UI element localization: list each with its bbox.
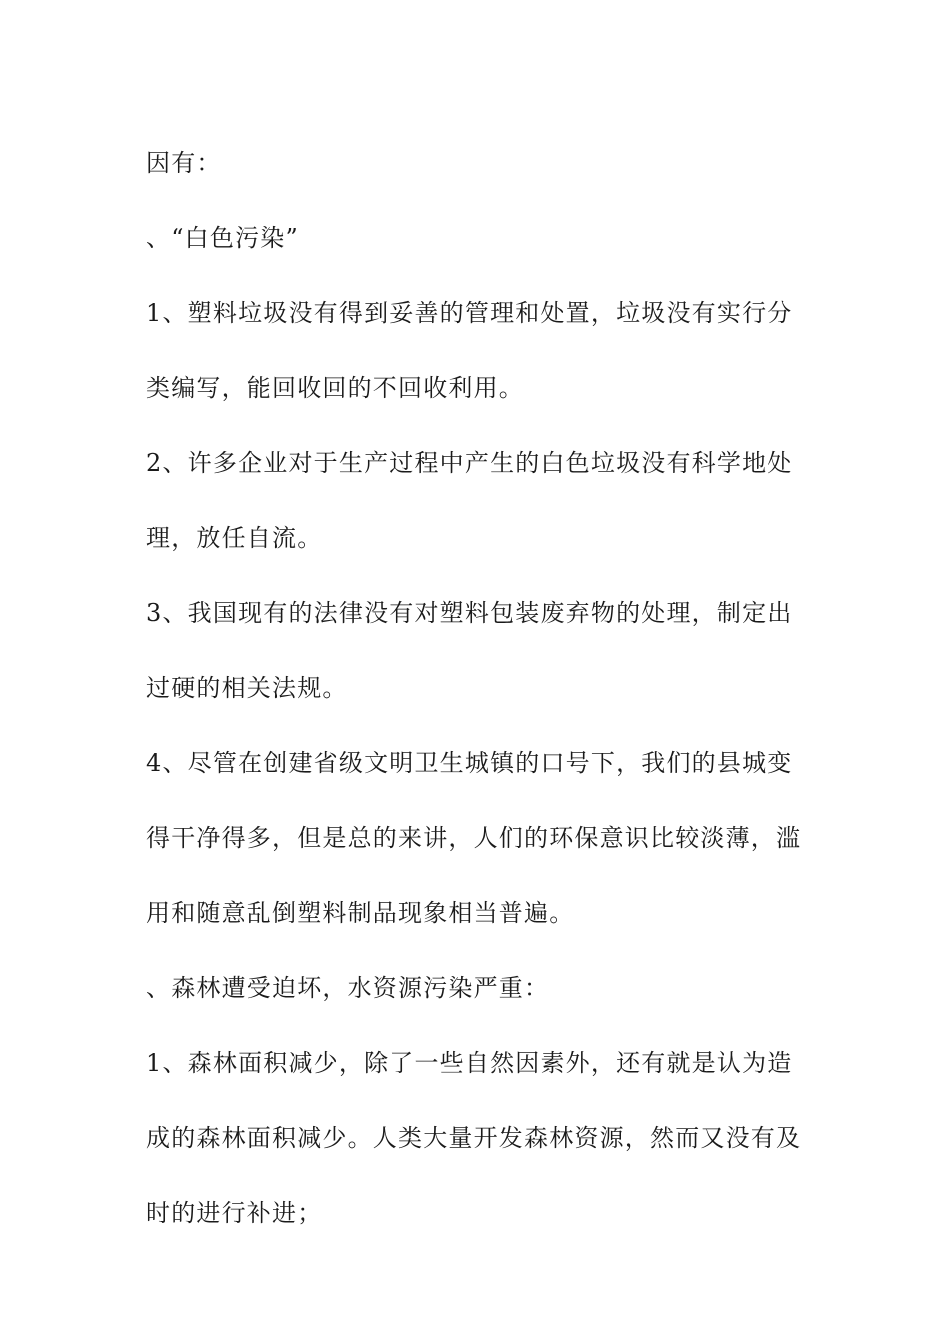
paragraph-item-4: 4、尽管在创建省级文明卫生城镇的口号下，我们的县城变得干净得多，但是总的来讲，人们的环保意识比较淡薄，滥用和随意乱倒塑料制品现象相当普遍。	[146, 749, 802, 927]
section-heading-white-pollution: 、“白色污染”	[146, 224, 299, 252]
section-heading-forest-water: 、森林遭受迫坏，水资源污染严重：	[146, 974, 550, 1002]
paragraph-item-2: 2、许多企业对于生产过程中产生的白色垃圾没有科学地处理，放任自流。	[146, 449, 793, 552]
paragraph-forest-item-1: 1、森林面积减少，除了一些自然因素外，还有就是认为造成的森林面积减少。人类大量开发森林资源，然而又没有及时的进行补进；	[146, 1049, 802, 1227]
intro-line: 因有：	[146, 149, 222, 177]
paragraph-item-1: 1、塑料垃圾没有得到妥善的管理和处置，垃圾没有实行分类编写，能回收回的不回收利用。	[146, 299, 793, 402]
document-body	[146, 126, 808, 1251]
paragraph-item-3: 3、我国现有的法律没有对塑料包装废弃物的处理，制定出过硬的相关法规。	[146, 599, 793, 702]
